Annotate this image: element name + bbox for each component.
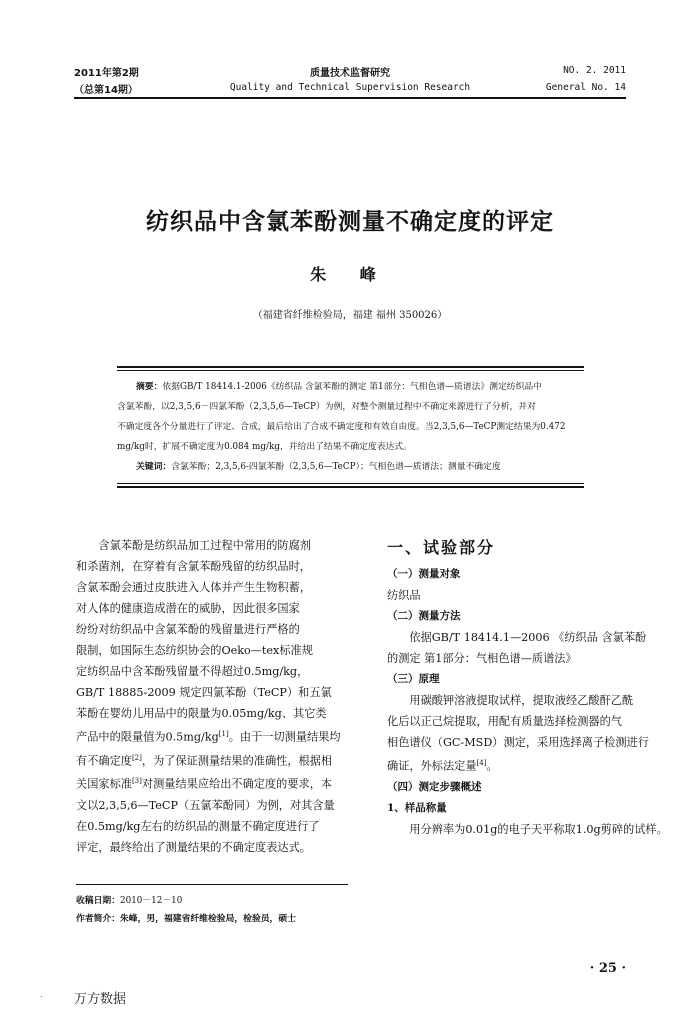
subsection-3-line: 化后以正己烷提取，用配有质量选择检测器的气 [387, 715, 622, 728]
author-name: 朱 峰 [310, 265, 390, 284]
body-line: 苯酚在婴幼儿用品中的限量为0.05mg/kg、其它类 [76, 707, 327, 720]
body-line-ref2: 有不确定度[2]，为了保证测量结果的准确性，根据相 [76, 753, 333, 768]
page-number: · 25 · [589, 961, 626, 976]
subsection-1-text: 纺织品 [387, 589, 421, 602]
abstract-line-2: 含氯苯酚，以2,3,5,6－四氯苯酚（2,3,5,6—TeCP）为例，对整个测量过程中不确定来源进行了分析，并对 [117, 402, 536, 412]
subsection-4-subheading: 1、样品称量 [387, 801, 447, 814]
citation-4[interactable]: [4] [476, 759, 487, 767]
citation-1[interactable]: [1] [218, 730, 229, 738]
watermark: 万方数据 [74, 992, 127, 1007]
keywords-line [136, 457, 501, 477]
keywords: 含氯苯酚；2,3,5,6-四氯苯酚（2,3,5,6—TeCP）；气相色谱—质谱法；测量不确定度 [171, 462, 501, 472]
abstract-bottom-rule [117, 486, 584, 488]
right-column [387, 537, 668, 840]
abstract-bottom-rule-thin [117, 483, 584, 484]
body-line: 和杀菌剂，在穿着有含氯苯酚残留的纺织品时， [76, 560, 311, 573]
author-affiliation: （福建省纤维检验局，福建 福州 350026） [252, 310, 448, 321]
issue-label: 2011年第2期 [74, 68, 139, 79]
body-line-ref1: 产品中的限量值为0.5mg/kg[1]。由于一切测量结果均 [76, 730, 341, 744]
received-date: 2010－12－10 [120, 896, 183, 906]
subsection-3-line: 相色谱仪（GC-MSD）测定，采用选择离子检测进行 [387, 736, 649, 749]
watermark-dot: . [40, 990, 43, 999]
subsection-3-heading: （三）原理 [387, 673, 440, 685]
body-line: 定纺织品中含苯酚残留量不得超过0.5mg/kg， [76, 665, 309, 678]
author-info: 朱峰，男，福建省纤维检验局，检验员，硕士 [120, 914, 296, 924]
body-line: 纷纷对纺织品中含氯苯酚的残留量进行严格的 [76, 623, 300, 636]
received-label: 收稿日期： [76, 896, 120, 906]
subsection-4-text: 用分辨率为0.01g的电子天平称取1.0g剪碎的试样。 [387, 822, 668, 836]
header-rule [74, 97, 626, 99]
abstract-top-rule [117, 366, 584, 368]
section-heading: 一、试验部分 [387, 538, 496, 557]
keywords-label: 关键词： [136, 462, 172, 472]
journal-title-en: Quality and Technical Supervision Research [229, 82, 471, 93]
author-info-line [76, 911, 296, 924]
body-line: 限制，如国际生态纺织协会的Oeko—tex标准规 [76, 644, 313, 657]
body-line: 文以2,3,5,6—TeCP（五氯苯酚同）为例，对其含量 [76, 799, 335, 813]
subsection-2-line: 的测定 第1部分：气相色谱—质谱法》 [387, 652, 577, 665]
footnote-rule [76, 884, 348, 885]
issue-number: NO. 2. 2011 [563, 65, 626, 76]
issue-total-label: （总第14期） [74, 85, 138, 96]
abstract-line-4: mg/kg时，扩展不确定度为0.084 mg/kg，并给出了结果不确定度表达式。 [117, 442, 412, 452]
subsection-3-line: 用碳酸钾溶液提取试样，提取液经乙酸酐乙酰 [387, 694, 634, 707]
abstract-top-rule-thin [117, 370, 584, 371]
body-line: 含氯苯酚是纺织品加工过程中常用的防腐剂 [76, 539, 311, 552]
citation-3[interactable]: [3] [131, 777, 142, 786]
abstract-line-1: 摘要：依据GB/T 18414.1-2006《纺织品 含氯苯酚的测定 第1部分：气相色谱—质谱法》测定纺织品中 [136, 382, 542, 392]
body-line: 在0.5mg/kg左右的纺织品的测量不确定度进行了 [76, 820, 320, 834]
subsection-3-line: 确证，外标法定量[4]。 [387, 759, 498, 773]
body-line: 评定，最终给出了测量结果的不确定度表达式。 [76, 841, 311, 855]
author-info-label: 作者简介： [76, 914, 120, 924]
paper-title: 纺织品中含氯苯酚测量不确定度的评定 [146, 208, 554, 235]
left-column [76, 535, 341, 858]
body-line: GB/T 18885-2009 规定四氯苯酚（TeCP）和五氯 [76, 686, 332, 699]
subsection-2-heading: （二）测量方法 [387, 610, 461, 622]
abstract-label: 摘要： [136, 382, 163, 392]
general-number: General No. 14 [545, 82, 626, 93]
body-line: 含氯苯酚会通过皮肤进入人体并产生生物积蓄， [76, 581, 311, 594]
abstract-line-3: 不确定度各个分量进行了评定、合成，最后给出了合成不确定度和有效自由度。当2,3,5,6—TeCP测定结果为0.472 [117, 422, 566, 432]
received-date-line [76, 893, 182, 906]
citation-2[interactable]: [2] [131, 753, 142, 762]
body-line-ref3: 关国家标准[3]对测量结果应给出不确定度的要求，本 [76, 777, 333, 792]
subsection-4-heading: （四）测定步骤概述 [387, 780, 482, 793]
journal-title-cn: 质量技术监督研究 [310, 68, 390, 79]
subsection-1-heading: （一）测量对象 [387, 568, 461, 580]
subsection-2-line: 依据GB/T 18414.1—2006 《纺织品 含氯苯酚 [387, 631, 647, 644]
body-line: 对人体的健康造成潜在的威胁，因此很多国家 [76, 602, 300, 615]
